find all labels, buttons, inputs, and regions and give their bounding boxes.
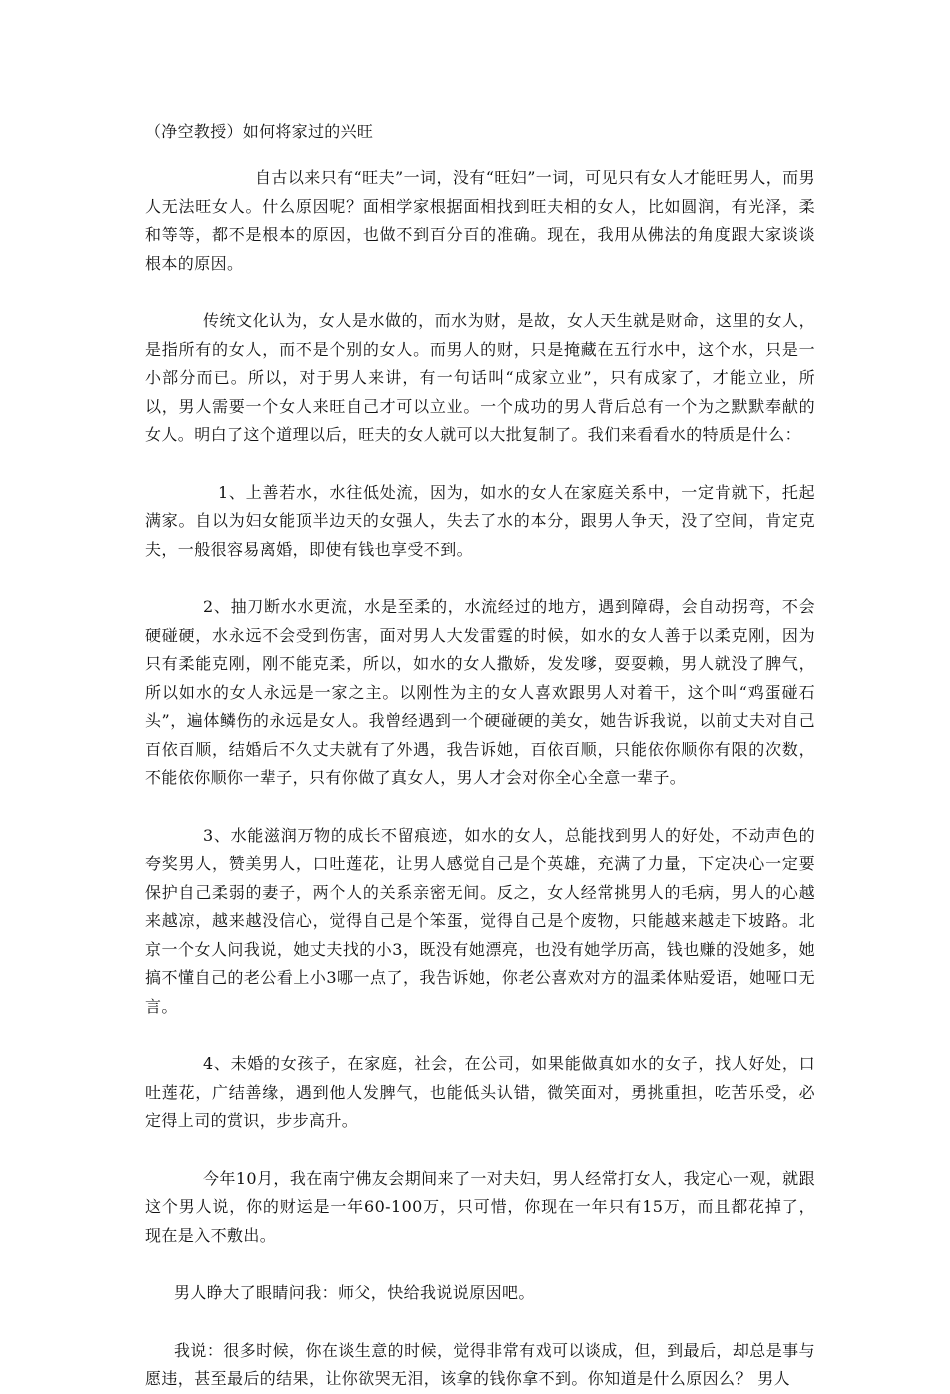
paragraph-8: 男人睁大了眼睛问我：师父，快给我说说原因吧。 — [174, 1283, 535, 1302]
document-title: （净空教授）如何将家过的兴旺 — [145, 122, 374, 141]
paragraph-2: 传统文化认为，女人是水做的，而水为财，是故，女人天生就是财命，这里的女人，是指所有的女人，而不是个别的女人。而男人的财，只是掩藏在五行水中，这个水，只是一小部分而已。所以，对于男人来讲，有一句话叫“成家立业”，只有成家了，才能立业，所以，男人需要一个女人来旺自己才可以立业。一个成功的男人背后总有一个为之默默奉献的女人。明白了这个道理以后，旺夫的女人就可以大批复制了。我们来看看水的特质是什么： — [145, 311, 815, 444]
paragraph-9: 我说：很多时候，你在谈生意的时候，觉得非常有戏可以谈成，但，到最后，却总是事与愿违，甚至最后的结果，让你欲哭无泪，该拿的钱你拿不到。你知道是什么原因么？ 男人 — [145, 1340, 815, 1388]
paragraph-1: 自古以来只有“旺夫”一词，没有“旺妇”一词，可见只有女人才能旺男人，而男人无法旺女人。什么原因呢？面相学家根据面相找到旺夫相的女人，比如圆润，有光泽，柔和等等，都不是根本的原因，也做不到百分百的准确。现在，我用从佛法的角度跟大家谈谈根本的原因。 — [145, 168, 815, 273]
paragraph-5: 3、水能滋润万物的成长不留痕迹，如水的女人，总能找到男人的好处，不动声色的夸奖男人，赞美男人，口吐莲花，让男人感觉自己是个英雄，充满了力量，下定决心一定要保护自己柔弱的妻子，两个人的关系亲密无间。反之，女人经常挑男人的毛病，男人的心越来越凉，越来越没信心，觉得自己是个笨蛋，觉得自己是个废物，只能越来越走下坡路。北京一个女人问我说，她丈夫找的小3，既没有她漂亮，也没有她学历高，钱也赚的没她多，她搞不懂自己的老公看上小3哪一点了，我告诉她，你老公喜欢对方的温柔体贴爱语，她哑口无言。 — [145, 825, 815, 1016]
paragraph-4: 2、抽刀断水水更流，水是至柔的，水流经过的地方，遇到障碍，会自动拐弯，不会硬碰硬，水永远不会受到伤害，面对男人大发雷霆的时候，如水的女人善于以柔克刚，因为只有柔能克刚，刚不能克柔，所以，如水的女人撒娇，发发嗲，耍耍赖，男人就没了脾气，所以如水的女人永远是一家之主。以刚性为主的女人喜欢跟男人对着干，这个叫“鸡蛋碰石头”，遍体鳞伤的永远是女人。我曾经遇到一个硬碰硬的美女，她告诉我说，以前丈夫对自己百依百顺，结婚后不久丈夫就有了外遇，我告诉她，百依百顺，只能依你顺你有限的次数，不能依你顺你一辈子，只有你做了真女人，男人才会对你全心全意一辈子。 — [145, 597, 815, 787]
paragraph-3: 1、上善若水，水往低处流，因为，如水的女人在家庭关系中，一定肯就下，托起满家。自以为妇女能顶半边天的女强人，失去了水的本分，跟男人争天，没了空间，肯定克夫，一般很容易离婚，即使有钱也享受不到。 — [145, 482, 815, 559]
paragraph-7: 今年10月，我在南宁佛友会期间来了一对夫妇，男人经常打女人，我定心一观，就跟这个男人说，你的财运是一年60-100万，只可惜，你现在一年只有15万，而且都花掉了，现在是入不敷出。 — [145, 1168, 815, 1245]
paragraph-6: 4、未婚的女孩子，在家庭，社会，在公司，如果能做真如水的女子，找人好处，口吐莲花，广结善缘，遇到他人发脾气，也能低头认错，微笑面对，勇挑重担，吃苦乐受，必定得上司的赏识，步步高升。 — [145, 1054, 815, 1130]
document-page — [145, 118, 815, 1394]
